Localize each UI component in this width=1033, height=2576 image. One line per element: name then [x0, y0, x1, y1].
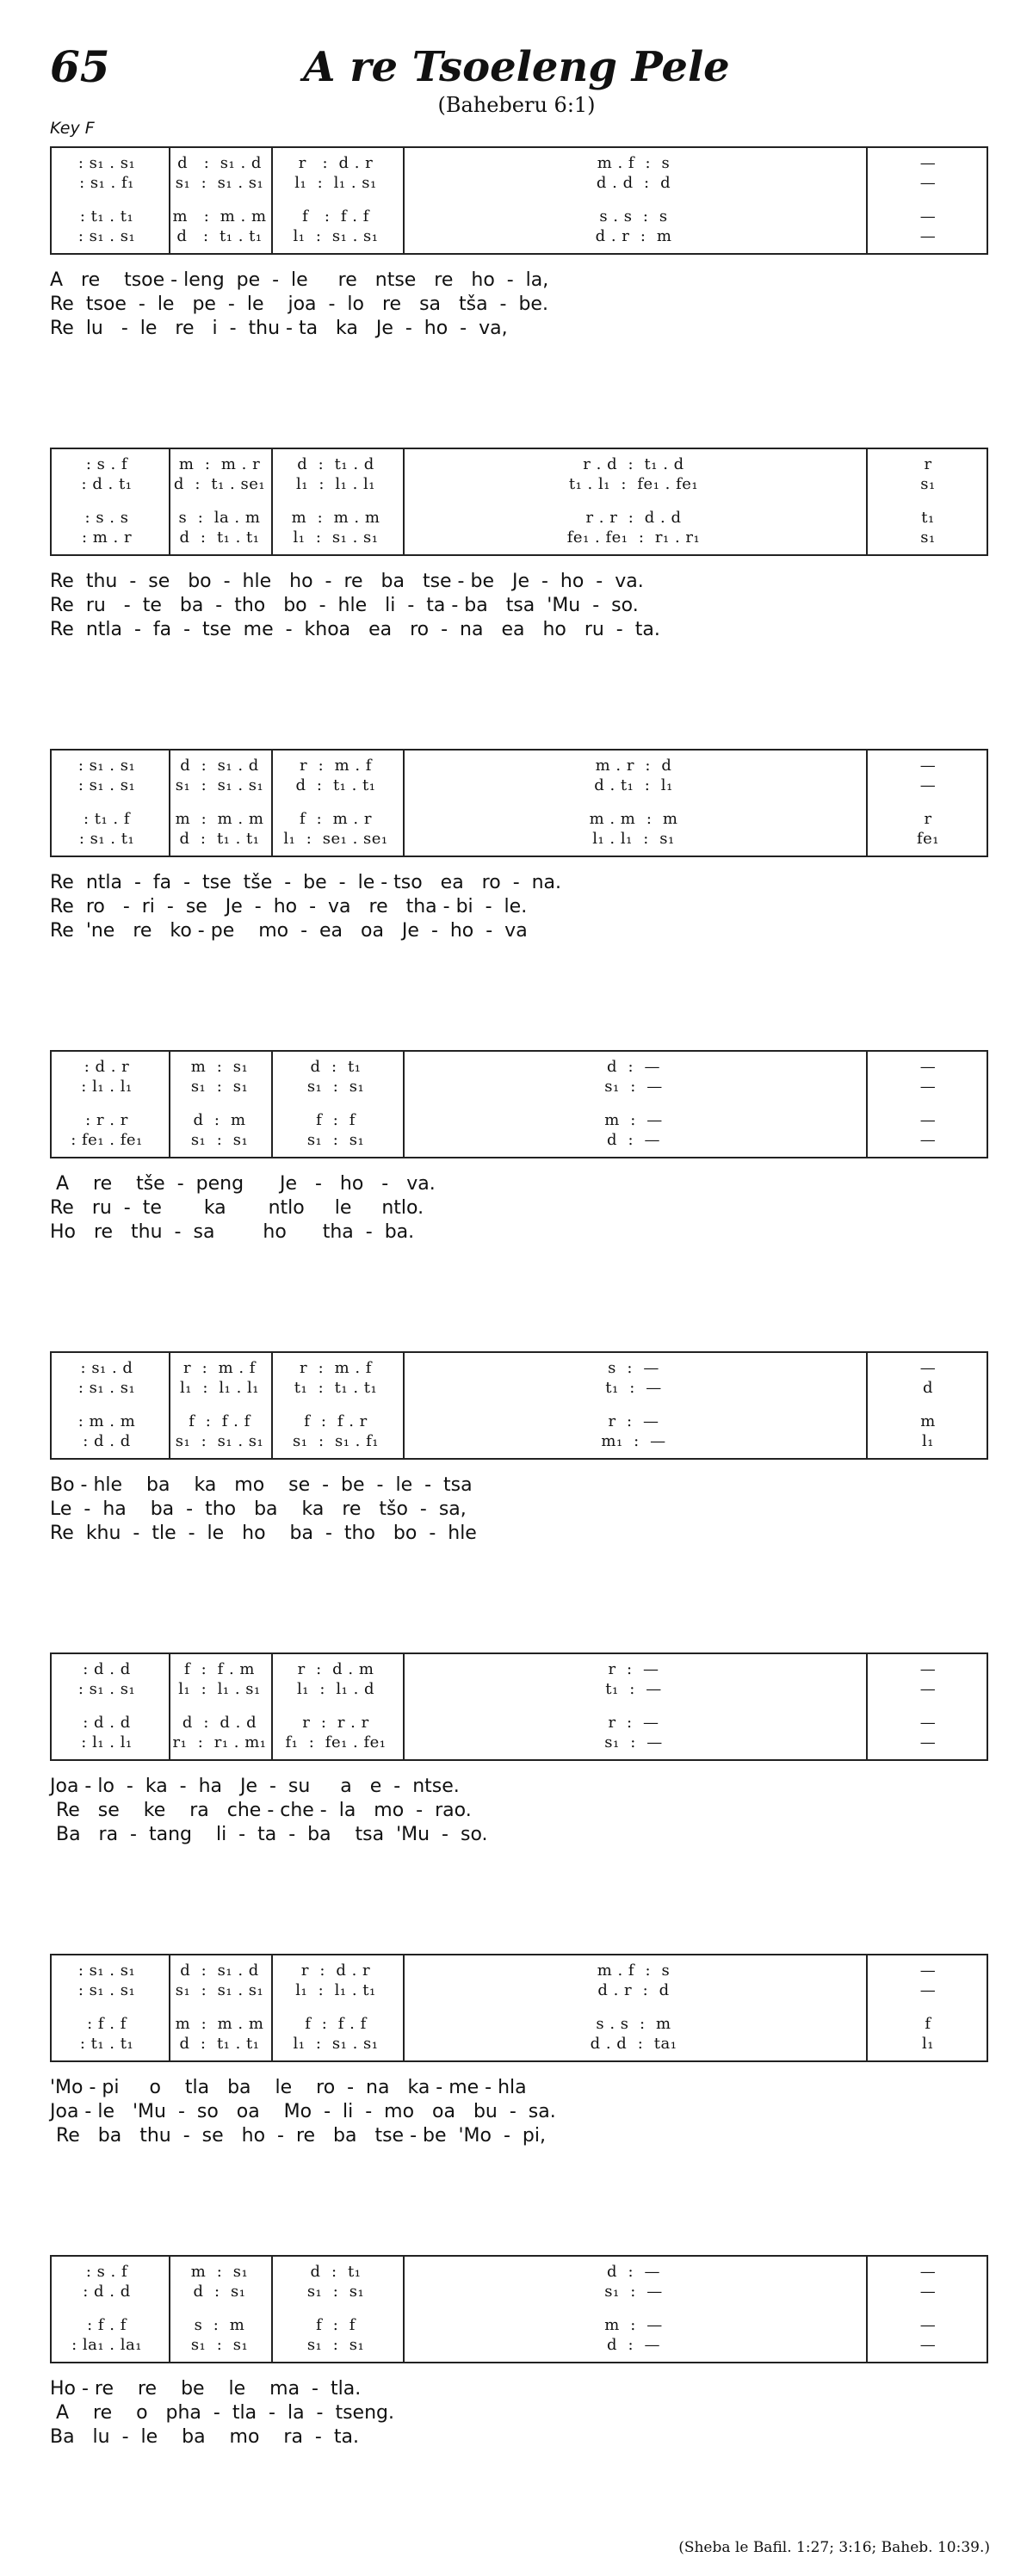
lyric-line: Re thu - se bo - hle ho - re ba tse - be Je - ho - va.	[50, 571, 644, 592]
note-cell: —	[919, 1058, 937, 1076]
note-cell: r . d : t₁ . d	[583, 455, 684, 473]
note-cell: —	[919, 227, 937, 245]
note-cell: : m . m	[77, 1412, 136, 1430]
note-cell: : s₁ . s₁	[77, 227, 136, 245]
note-cell: : s₁ . t₁	[78, 830, 135, 848]
note-cell: t₁ : —	[605, 1680, 662, 1698]
music-staff	[50, 448, 988, 556]
note-cell: d . d : d	[596, 174, 671, 192]
note-cell: f : f	[316, 2316, 356, 2334]
lyric-line: Re ru - te ba - tho bo - hle li - ta - ba tsa 'Mu - so.	[50, 595, 639, 616]
lyrics-block	[50, 871, 997, 943]
note-cell: f : f . f	[189, 1412, 251, 1430]
voice-row	[52, 1411, 987, 1432]
voice-row	[52, 1129, 987, 1151]
note-cell: m	[920, 1412, 936, 1430]
note-cell: m . r : d	[595, 757, 672, 775]
note-cell: —	[919, 1981, 937, 1999]
note-cell: : la₁ . la₁	[71, 2336, 142, 2354]
music-staff	[50, 1050, 988, 1158]
note-cell: : f . f	[87, 2316, 127, 2334]
note-cell: s₁ : s₁ . f₁	[293, 1432, 379, 1450]
note-cell: —	[919, 1714, 937, 1732]
voice-row	[52, 775, 987, 796]
lyrics-block	[50, 1473, 997, 1546]
note-cell: d : —	[607, 2263, 660, 2281]
note-cell: s₁ : s₁ . s₁	[175, 1981, 264, 1999]
note-cell: m : s₁	[190, 2263, 249, 2281]
note-cell: m : s₁	[190, 1058, 249, 1076]
note-cell: r : r . r	[302, 1714, 369, 1732]
note-cell: : l₁ . l₁	[81, 1733, 133, 1751]
note-cell: m . f : s	[597, 154, 671, 172]
lyrics-block	[50, 2377, 997, 2449]
note-cell: d : t₁ . d	[297, 455, 374, 473]
note-cell: —	[919, 154, 937, 172]
note-cell: : fe₁ . fe₁	[71, 1131, 143, 1149]
lyrics-block	[50, 570, 997, 642]
note-cell: m₁ : —	[601, 1432, 666, 1450]
part-divider	[52, 1104, 987, 1106]
voice-row	[52, 2281, 987, 2302]
voice-row	[52, 1732, 987, 1753]
note-cell: s₁ : s₁	[306, 1078, 365, 1096]
lyric-line: Re tsoe - le pe - le joa - lo re sa tša - be.	[50, 293, 548, 315]
note-cell: s . s : s	[599, 207, 668, 225]
note-cell: d . r : m	[595, 227, 672, 245]
note-cell: —	[919, 2316, 937, 2334]
lyric-line: Re ntla - fa - tse me - khoa ea ro - na ea ho ru - ta.	[50, 619, 660, 640]
note-cell: : s₁ . s₁	[77, 154, 136, 172]
note-cell: m . m : m	[589, 810, 678, 828]
note-cell: m : m . m	[175, 810, 264, 828]
note-cell: —	[919, 1131, 937, 1149]
note-cell: s₁ : s₁ . s₁	[175, 174, 264, 192]
note-cell: l₁	[922, 2035, 934, 2053]
note-cell: d : —	[607, 2336, 660, 2354]
note-cell: —	[919, 1680, 937, 1698]
note-cell: d . d : ta₁	[590, 2035, 677, 2053]
note-cell: m : m . m	[175, 2015, 264, 2033]
note-cell: —	[919, 1733, 937, 1751]
note-cell: —	[919, 2263, 937, 2281]
note-cell: r : —	[608, 1660, 659, 1678]
voice-row	[52, 152, 987, 174]
note-cell: l₁ : s₁ . s₁	[293, 227, 379, 245]
note-cell: s . s : m	[596, 2015, 671, 2033]
voice-row	[52, 473, 987, 495]
note-cell: t₁ : t₁ . t₁	[294, 1379, 378, 1397]
note-cell: f : f . f	[305, 2015, 367, 2033]
note-cell: : s₁ . s₁	[77, 1961, 136, 1980]
note-cell: : d . d	[83, 1432, 131, 1450]
note-cell: —	[919, 2336, 937, 2354]
lyric-line: Re 'ne re ko - pe mo - ea oa Je - ho - va	[50, 920, 528, 942]
music-staff	[50, 2255, 988, 2363]
note-cell: : d . t₁	[81, 475, 133, 493]
note-cell: f : f . f	[302, 207, 369, 225]
music-staff	[50, 1954, 988, 2062]
voice-row	[52, 1712, 987, 1733]
note-cell: l₁ . l₁ : s₁	[592, 830, 675, 848]
note-cell: s₁	[920, 475, 936, 493]
note-cell: : d . r	[84, 1058, 130, 1076]
lyric-line: Le - ha ba - tho ba ka re tšo - sa,	[50, 1498, 467, 1520]
voice-row	[52, 454, 987, 475]
note-cell: : f . f	[87, 2015, 127, 2033]
note-cell: d : d . d	[182, 1714, 257, 1732]
note-cell: d	[922, 1379, 934, 1397]
note-cell: l₁ : l₁ . s₁	[294, 174, 377, 192]
note-cell: d : —	[607, 1058, 660, 1076]
note-cell: r : d . r	[300, 1961, 371, 1980]
note-cell: d : t₁ . t₁	[179, 528, 260, 547]
note-cell: l₁ : l₁ . l₁	[179, 1379, 260, 1397]
note-cell: l₁ : s₁ . s₁	[293, 528, 379, 547]
note-cell: —	[919, 207, 937, 225]
note-cell: —	[919, 1359, 937, 1377]
lyric-line: Joa - le 'Mu - so oa Mo - li - mo oa bu - sa.	[50, 2101, 556, 2122]
voice-row	[52, 1357, 987, 1379]
note-cell: : s₁ . f₁	[79, 174, 134, 192]
note-cell: : s₁ . s₁	[77, 757, 136, 775]
voice-row	[52, 1109, 987, 1131]
voice-row	[52, 1678, 987, 1700]
lyric-line: Re ntla - fa - tse tše - be - le - tso ea ro - na.	[50, 872, 562, 893]
voice-row	[52, 527, 987, 548]
note-cell: r₁ : r₁ . m₁	[172, 1733, 267, 1751]
note-cell: d : t₁	[310, 2263, 362, 2281]
note-cell: : s₁ . s₁	[77, 1981, 136, 1999]
note-cell: s₁ : —	[604, 1078, 663, 1096]
lyric-line: Ho - re re be le ma - tla.	[50, 2378, 362, 2400]
note-cell: : s . s	[84, 509, 129, 527]
note-cell: : d . d	[83, 1714, 131, 1732]
note-cell: t₁ . l₁ : fe₁ . fe₁	[568, 475, 699, 493]
note-cell: l₁ : l₁ . l₁	[295, 475, 376, 493]
note-cell: s₁ : s₁ . s₁	[175, 1432, 264, 1450]
voice-row	[52, 1659, 987, 1680]
note-cell: f : f	[316, 1111, 356, 1129]
note-cell: d : m	[193, 1111, 246, 1129]
note-cell: d : t₁ . t₁	[179, 830, 260, 848]
note-cell: f : f . m	[183, 1660, 255, 1678]
note-cell: m . f : s	[597, 1961, 671, 1980]
music-staff	[50, 1351, 988, 1460]
lyric-line: Bo - hle ba ka mo se - be - le - tsa	[50, 1474, 473, 1496]
note-cell: r : —	[608, 1412, 659, 1430]
note-cell: —	[919, 1078, 937, 1096]
note-cell: s₁ : s₁	[306, 2283, 365, 2301]
voice-row	[52, 1377, 987, 1399]
note-cell: l₁ : l₁ . d	[296, 1680, 375, 1698]
note-cell: : s . f	[85, 455, 128, 473]
note-cell: : s₁ . d	[80, 1359, 133, 1377]
lyric-line: Re se ke ra che - che - la mo - rao.	[50, 1800, 472, 1821]
lyric-line: Ho re thu - sa ho tha - ba.	[50, 1221, 415, 1243]
note-cell: m : m . m	[291, 509, 380, 527]
note-cell: m : —	[604, 1111, 663, 1129]
voice-row	[52, 1076, 987, 1097]
note-cell: : s₁ . s₁	[77, 1379, 136, 1397]
note-cell: s : la . m	[178, 509, 261, 527]
music-staff	[50, 146, 988, 255]
note-cell: f : m . r	[300, 810, 372, 828]
note-cell: t₁ : —	[605, 1379, 662, 1397]
note-cell: r : m . f	[300, 757, 372, 775]
note-cell: s₁	[920, 528, 936, 547]
note-cell: f	[925, 2015, 931, 2033]
lyric-line: Re ru - te ka ntlo le ntlo.	[50, 1197, 424, 1219]
note-cell: —	[919, 174, 937, 192]
note-cell: r : m . f	[300, 1359, 372, 1377]
voice-row	[52, 172, 987, 194]
note-cell: r	[924, 455, 932, 473]
note-cell: s₁ : —	[604, 2283, 663, 2301]
lyric-line: Re khu - tle - le ho ba - tho bo - hle	[50, 1523, 477, 1544]
voice-row	[52, 225, 987, 247]
lyric-line: Joa - lo - ka - ha Je - su a e - ntse.	[50, 1776, 460, 1797]
note-cell: l₁	[922, 1432, 934, 1450]
voice-row	[52, 1056, 987, 1078]
note-cell: d : t₁ . t₁	[179, 2035, 260, 2053]
note-cell: —	[919, 1111, 937, 1129]
note-cell: s₁ : s₁	[190, 1078, 249, 1096]
part-divider	[52, 803, 987, 805]
note-cell: d : t₁	[310, 1058, 362, 1076]
voice-row	[52, 206, 987, 227]
lyric-line: A re o pha - tla - la - tseng.	[50, 2402, 394, 2424]
note-cell: s₁ : s₁ . s₁	[175, 776, 264, 794]
voice-row	[52, 828, 987, 849]
part-divider	[52, 2309, 987, 2311]
note-cell: : s . f	[85, 2263, 128, 2281]
note-cell: r : d . r	[298, 154, 374, 172]
lyric-line: A re tsoe - leng pe - le re ntse re ho - la,	[50, 269, 549, 291]
lyric-line: Ba lu - le ba mo ra - ta.	[50, 2426, 359, 2448]
voice-row	[52, 1980, 987, 2001]
hymn-number: 65	[50, 41, 110, 92]
note-cell: f₁ : fe₁ . fe₁	[285, 1733, 387, 1751]
note-cell: r : d . m	[297, 1660, 374, 1678]
music-staff	[50, 749, 988, 857]
note-cell: t₁	[921, 509, 935, 527]
note-cell: —	[919, 1660, 937, 1678]
lyrics-block	[50, 269, 997, 341]
note-cell: r : —	[608, 1714, 659, 1732]
voice-row	[52, 2261, 987, 2283]
note-cell: : d . d	[83, 1660, 131, 1678]
note-cell: m : m . r	[178, 455, 261, 473]
note-cell: : d . d	[83, 2283, 131, 2301]
voice-row	[52, 507, 987, 528]
note-cell: : t₁ . t₁	[79, 2035, 134, 2053]
note-cell: s₁ : s₁	[190, 2336, 249, 2354]
lyrics-block	[50, 1775, 997, 1847]
part-divider	[52, 2008, 987, 2010]
hymn-title: A re Tsoeleng Pele	[303, 43, 730, 91]
note-cell: —	[919, 757, 937, 775]
note-cell: fe₁ . fe₁ : r₁ . r₁	[566, 528, 701, 547]
note-cell: s₁ : s₁	[190, 1131, 249, 1149]
note-cell: fe₁	[916, 830, 940, 848]
note-cell: d : s₁ . d	[180, 757, 259, 775]
lyrics-block	[50, 1172, 997, 1245]
note-cell: d : s₁ . d	[177, 154, 262, 172]
voice-row	[52, 1430, 987, 1452]
part-divider	[52, 1707, 987, 1708]
note-cell: l₁ : l₁ . s₁	[178, 1680, 261, 1698]
voice-row	[52, 2314, 987, 2336]
note-cell: s : m	[194, 2316, 245, 2334]
note-cell: m : m . m	[172, 207, 267, 225]
note-cell: d . r : d	[597, 1981, 670, 1999]
voice-row	[52, 2334, 987, 2356]
note-cell: : t₁ . t₁	[79, 207, 134, 225]
lyric-line: Re ba thu - se ho - re ba tse - be 'Mo - pi,	[50, 2125, 546, 2147]
music-staff	[50, 1652, 988, 1761]
note-cell: : r . r	[85, 1111, 128, 1129]
lyric-line: Re lu - le re i - thu - ta ka Je - ho - va,	[50, 318, 508, 339]
note-cell: —	[919, 776, 937, 794]
lyric-line: Ba ra - tang li - ta - ba tsa 'Mu - so.	[50, 1824, 488, 1845]
note-cell: : s₁ . s₁	[77, 776, 136, 794]
note-cell: : s₁ . s₁	[77, 1680, 136, 1698]
note-cell: —	[919, 2283, 937, 2301]
key-signature: Key F	[50, 119, 95, 138]
voice-row	[52, 1960, 987, 1981]
part-divider	[52, 201, 987, 202]
note-cell: r : m . f	[183, 1359, 256, 1377]
note-cell: : m . r	[81, 528, 133, 547]
lyric-line: A re tše - peng Je - ho - va.	[50, 1173, 436, 1195]
note-cell: d : t₁ . se₁	[173, 475, 266, 493]
lyric-line: Re ro - ri - se Je - ho - va re tha - bi - le.	[50, 896, 528, 917]
note-cell: l₁ : s₁ . s₁	[293, 2035, 379, 2053]
note-cell: s₁ : s₁	[306, 1131, 365, 1149]
voice-row	[52, 2033, 987, 2054]
footer-reference: (Sheba le Bafil. 1:27; 3:16; Baheb. 10:39.)	[678, 2539, 990, 2556]
note-cell: m : —	[604, 2316, 663, 2334]
note-cell: d : s₁ . d	[180, 1961, 259, 1980]
note-cell: : t₁ . f	[83, 810, 131, 828]
voice-row	[52, 808, 987, 830]
note-cell: d : t₁ . t₁	[176, 227, 263, 245]
note-cell: s₁ : s₁	[306, 2336, 365, 2354]
note-cell: l₁ : l₁ . t₁	[295, 1981, 376, 1999]
voice-row	[52, 755, 987, 776]
note-cell: r	[924, 810, 932, 828]
lyrics-block	[50, 2076, 997, 2148]
note-cell: s : —	[608, 1359, 659, 1377]
note-cell: l₁ : se₁ . se₁	[283, 830, 388, 848]
lyric-line: 'Mo - pi o tla ba le ro - na ka - me - hla	[50, 2077, 527, 2098]
note-cell: d . t₁ : l₁	[594, 776, 673, 794]
note-cell: d : t₁ . t₁	[295, 776, 376, 794]
note-cell: r . r : d . d	[585, 509, 682, 527]
voice-row	[52, 2013, 987, 2035]
note-cell: f : f . r	[304, 1412, 368, 1430]
hymn-subtitle: (Baheberu 6:1)	[437, 93, 596, 117]
note-cell: s₁ : —	[604, 1733, 663, 1751]
note-cell: d : —	[607, 1131, 660, 1149]
note-cell: : l₁ . l₁	[81, 1078, 133, 1096]
part-divider	[52, 502, 987, 503]
note-cell: —	[919, 1961, 937, 1980]
note-cell: d : s₁	[193, 2283, 246, 2301]
part-divider	[52, 1405, 987, 1407]
